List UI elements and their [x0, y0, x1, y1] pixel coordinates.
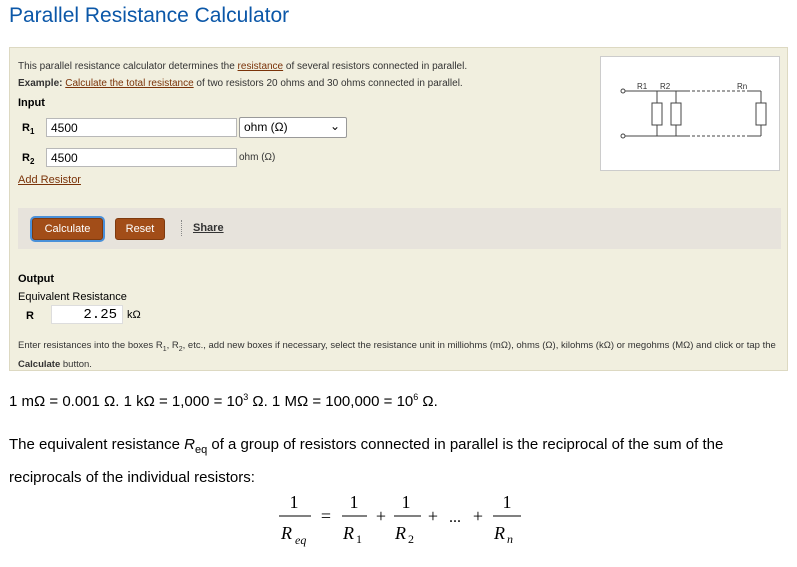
reset-button[interactable]: Reset [115, 218, 165, 240]
unit-conversion-text: 1 mΩ = 0.001 Ω. 1 $k\Omega = 1,000 = 10^3$ Ω. 1 $M\Omega = 100,000 = 10^6$ Ω. [9, 392, 438, 410]
formula-term1-denominator: R [343, 523, 354, 543]
formula-lhs-denominator: R [281, 523, 292, 543]
r2-input[interactable] [46, 148, 237, 167]
instructions-text: Enter resistances into the boxes $R_1$, $R_2$, etc., add new boxes if necessary, select the resistance unit in milliohms (mΩ), ohms (Ω), kilohms (kΩ) or megohms (MΩ) and click or tap the Calculate button. [18, 340, 776, 370]
calculate-button[interactable]: Calculate [32, 218, 103, 240]
result-value: 2.25 [51, 305, 123, 324]
description-text: The equivalent resistance $R_{eq}$ of a group of resistors connected in parallel is the reciprocal of the sum of the reciprocals of the individual resistors: [9, 436, 724, 486]
add-resistor-link[interactable]: Add Resistor [18, 174, 81, 186]
example-link[interactable]: Calculate the total resistance [65, 78, 194, 89]
formula-equals: = [320, 506, 332, 526]
diagram-label-r2: R2 [660, 82, 671, 91]
r1-input[interactable] [46, 118, 237, 137]
calculator-panel [9, 47, 788, 371]
formula-termn-numerator: 1 [502, 492, 512, 512]
r1-label: $R_1$ [22, 122, 35, 137]
chevron-down-icon: ⌄ [329, 119, 340, 133]
input-label: Input [18, 97, 45, 109]
resistance-link[interactable]: resistance [237, 61, 284, 72]
formula-term1-sub: 1 [356, 532, 362, 546]
formula-lhs-sub: eq [295, 533, 307, 547]
result-symbol: R [26, 310, 34, 322]
formula-termn-denominator: R [494, 523, 505, 543]
formula-plus-1: + [375, 506, 387, 526]
result-unit: kΩ [127, 309, 141, 321]
intro-text: This parallel resistance calculator determines the resistance of several resistors connected in parallel. [18, 61, 468, 72]
page-title: Parallel Resistance Calculator [9, 4, 290, 27]
r1-unit-select[interactable]: ohm (Ω) ⌄ [239, 117, 347, 138]
formula-termn-sub: n [507, 532, 513, 546]
formula-term2-numerator: 1 [401, 492, 411, 512]
share-link[interactable]: Share [193, 222, 224, 234]
formula-lhs-numerator: 1 [289, 492, 299, 512]
example-text: Example: Calculate the total resistance of two resistors 20 ohms and 30 ohms connected in parallel. [18, 78, 463, 89]
output-label: Output [18, 273, 55, 285]
r2-unit-text: ohm (Ω) [239, 152, 276, 163]
share-divider [181, 220, 182, 236]
formula-term1-numerator: 1 [349, 492, 359, 512]
formula-plus-3: + [472, 506, 484, 526]
formula-term2-sub: 2 [408, 532, 414, 546]
formula-plus-2: + [427, 506, 439, 526]
formula-term2-denominator: R [395, 523, 406, 543]
r2-label: $R_2$ [22, 152, 35, 167]
formula-ellipsis: ... [449, 509, 461, 526]
diagram-label-rn: Rn [737, 82, 748, 91]
button-bar [18, 208, 781, 249]
diagram-label-r1: R1 [637, 82, 648, 91]
parallel-circuit-diagram [600, 56, 780, 171]
equivalent-resistance-label: Equivalent Resistance [18, 291, 127, 303]
